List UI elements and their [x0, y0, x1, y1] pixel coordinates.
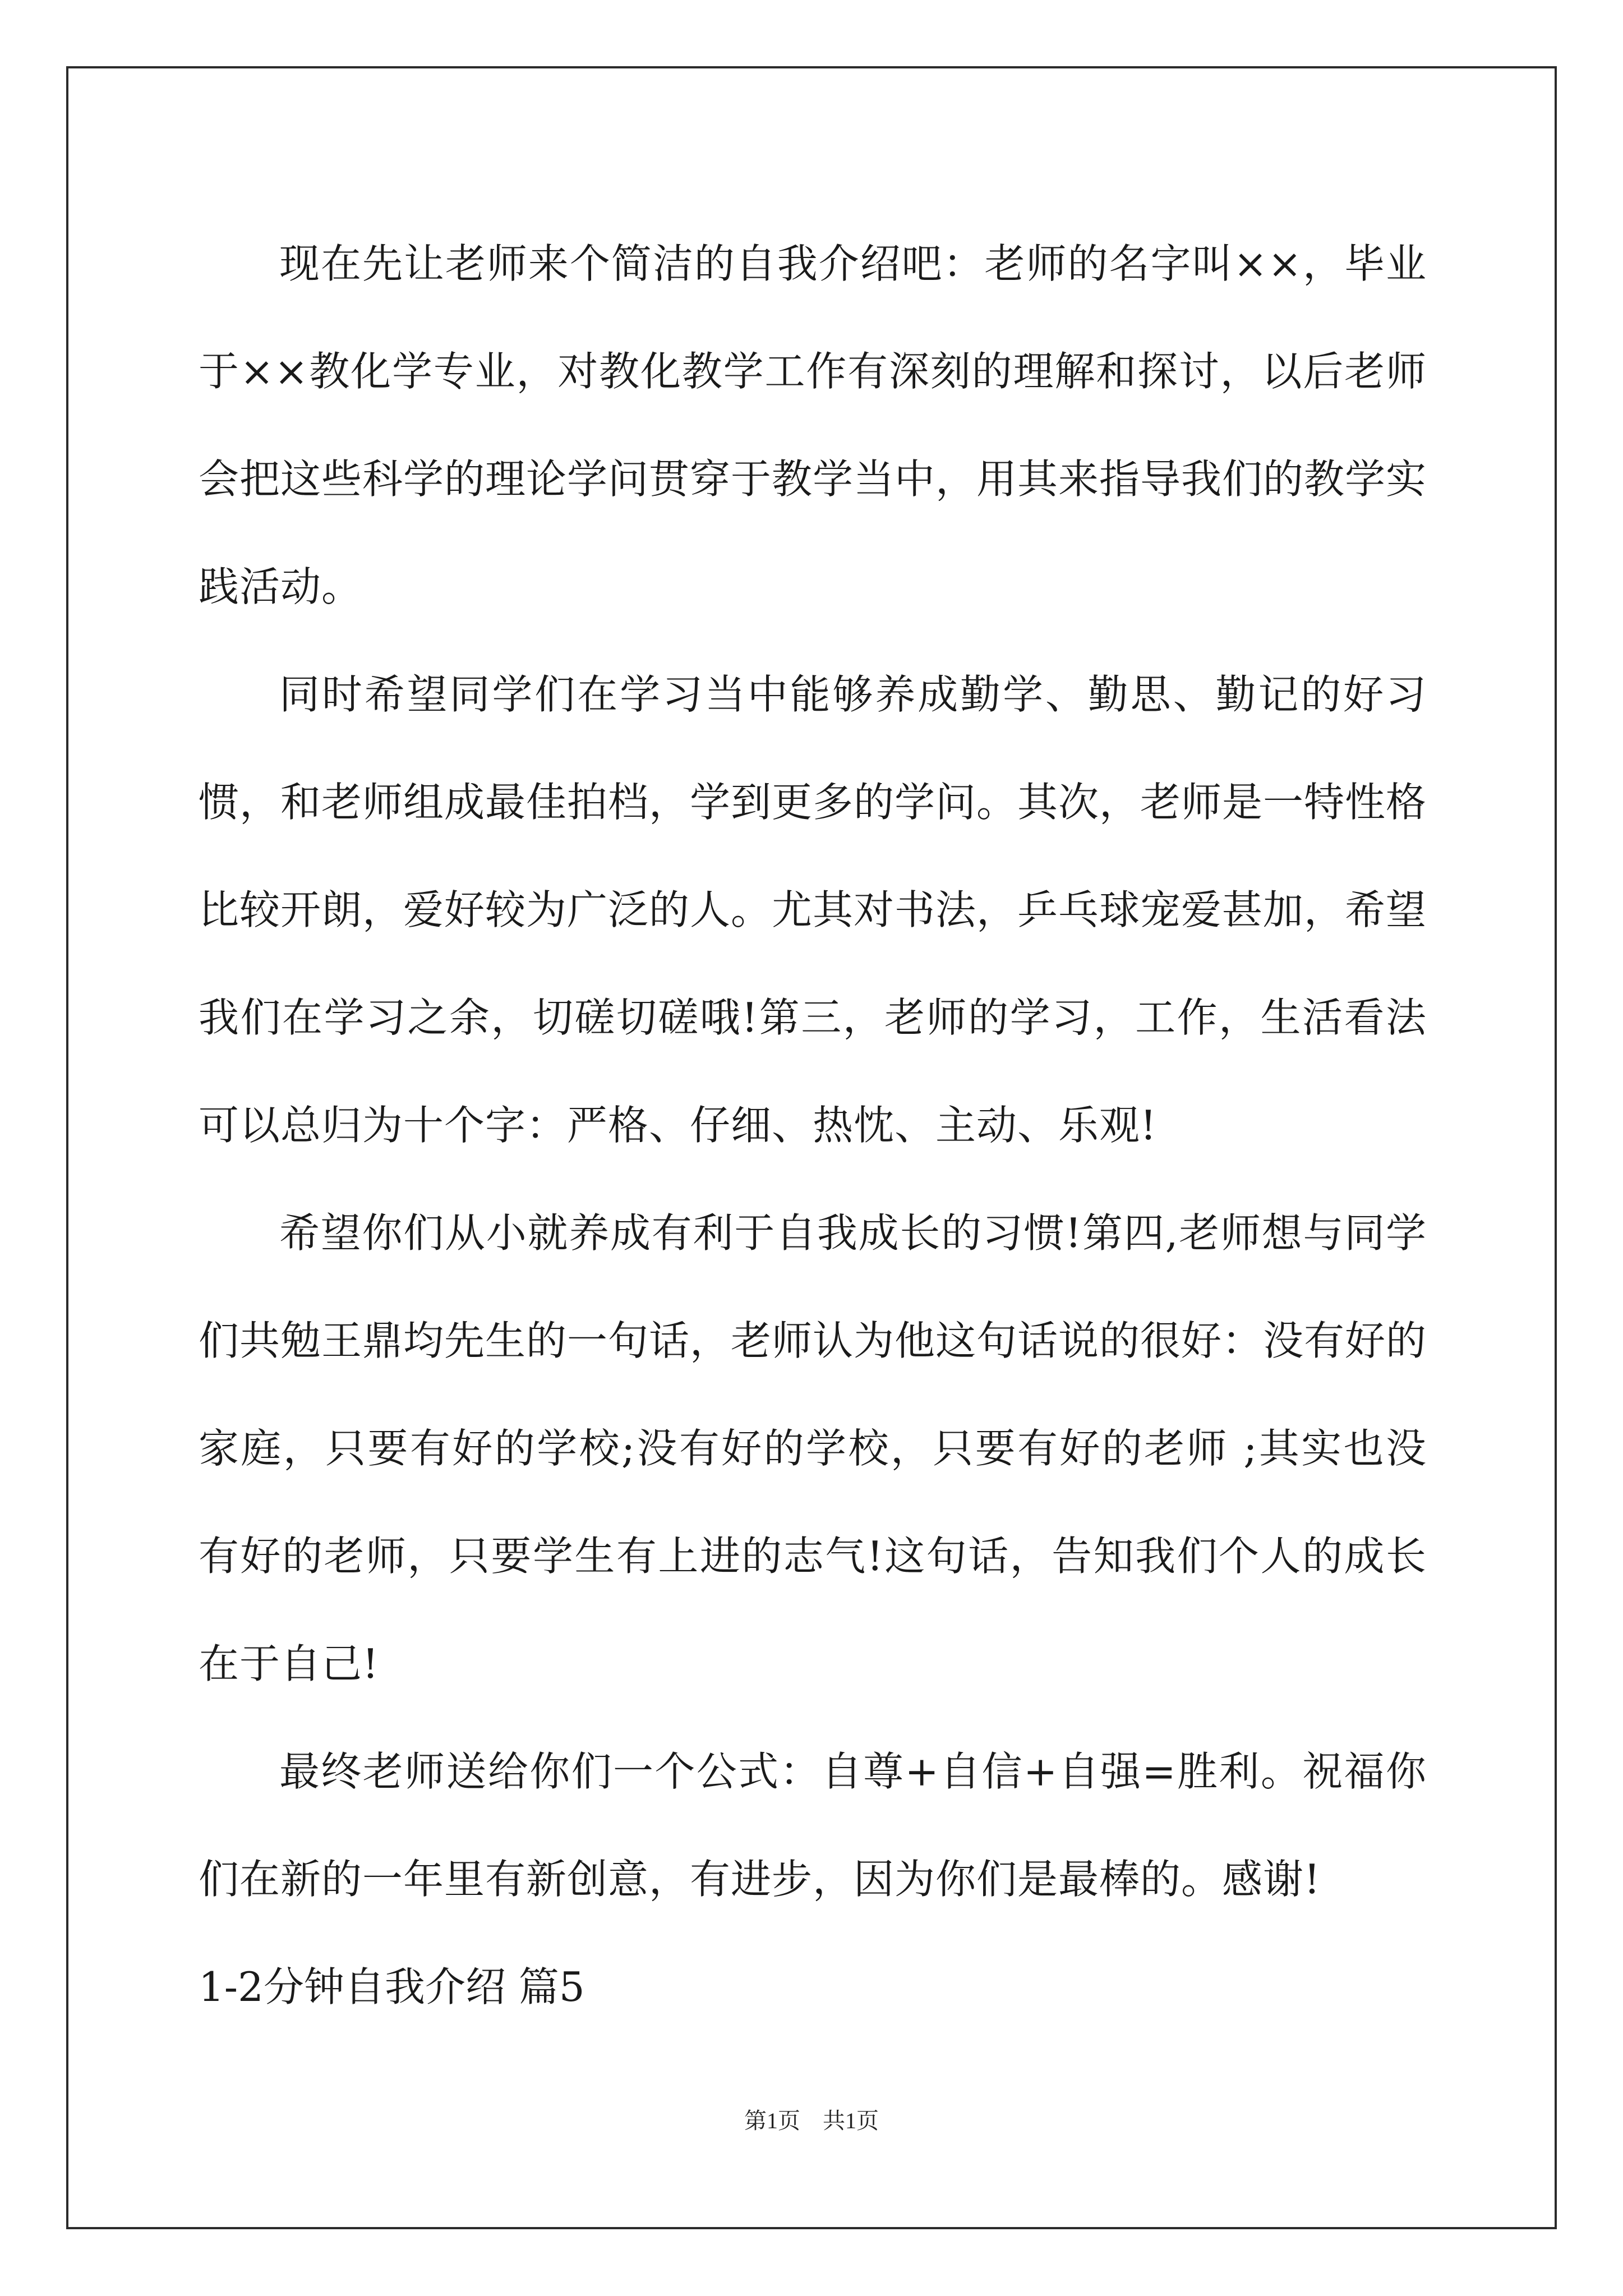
paragraph-intro: 现在先让老师来个简洁的自我介绍吧：老师的名字叫××，毕业于××教化学专业，对教化教学工作有深刻的理解和探讨，以后老师会把这些科学的理论学问贯穿于教学当中，用其来指导我们的教学实践活动。	[199, 240, 1427, 610]
page-total: 共1页	[823, 2108, 879, 2133]
paragraph-quote: 希望你们从小就养成有利于自我成长的习惯!第四,老师想与同学们共勉王鼎均先生的一句话，老师认为他这句话说的很好：没有好的家庭，只要有好的学校;没有好的学校，只要有好的老师 ;其实也没有好的老师，只要学生有上进的志气!这句话，告知我们个人的成长在于自己!	[199, 1209, 1427, 1687]
section-heading: 1-2分钟自我介绍 篇5	[199, 1963, 585, 2010]
paragraph-habits: 同时希望同学们在学习当中能够养成勤学、勤思、勤记的好习惯，和老师组成最佳拍档，学到更多的学问。其次，老师是一特性格比较开朗，爱好较为广泛的人。尤其对书法，乒乓球宠爱甚加，希望我们在学习之余，切磋切磋哦!第三，老师的学习，工作，生活看法可以总归为十个字：严格、仔细、热忱、主动、乐观!	[199, 671, 1427, 1149]
paragraph-closing: 最终老师送给你们一个公式：自尊+自信+自强=胜利。祝福你们在新的一年里有新创意，有进步，因为你们是最棒的。感谢!	[199, 1748, 1427, 1903]
document-body	[199, 210, 1427, 2041]
page-footer	[0, 2105, 1623, 2137]
page-number: 第1页	[744, 2108, 800, 2133]
